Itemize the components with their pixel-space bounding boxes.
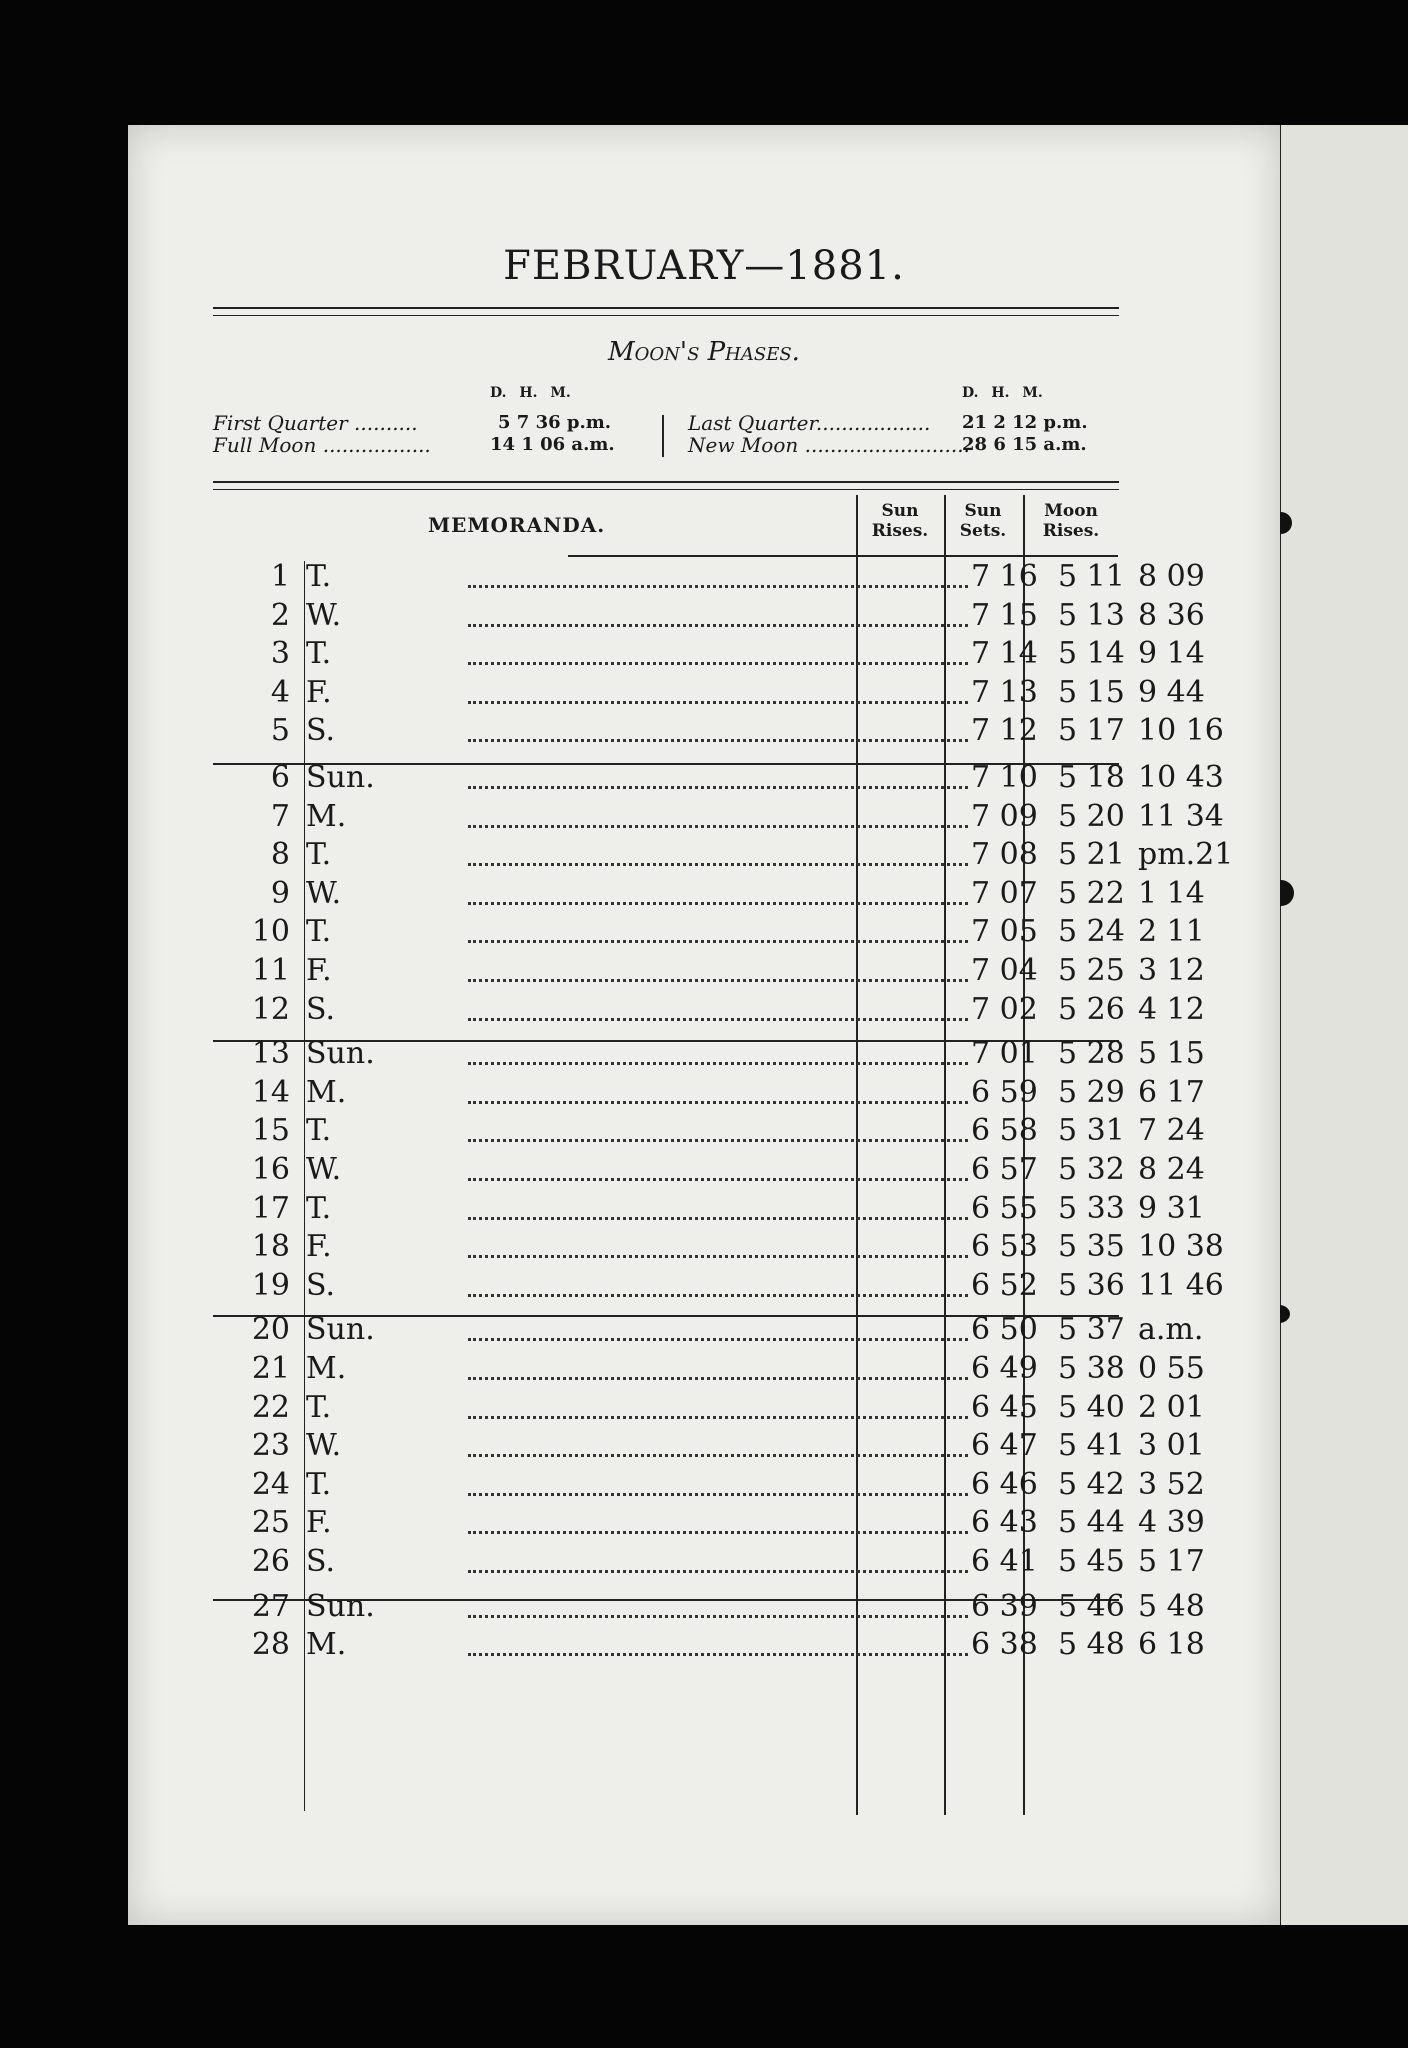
sun-sets-value: 5 33 — [1058, 1190, 1125, 1226]
header-line: Rises. — [1042, 521, 1100, 541]
sun-rises-value: 6 53 — [971, 1229, 1038, 1265]
divider — [213, 489, 1119, 490]
sun-sets-value: 5 37 — [1058, 1312, 1125, 1348]
moon-rises-value: 7 24 — [1138, 1113, 1205, 1149]
weekday: S. — [306, 991, 336, 1027]
sun-sets-header — [948, 501, 1018, 541]
day-row — [208, 1627, 1205, 1665]
sun-sets-value: 5 18 — [1058, 760, 1125, 795]
sun-sets-value: 5 46 — [1058, 1588, 1125, 1624]
weekday: Sun. — [306, 760, 375, 795]
sun-rises-value: 7 05 — [971, 914, 1038, 950]
day-number: 25 — [251, 1505, 290, 1541]
moon-rises-value: pm.21 — [1138, 837, 1234, 873]
sun-rises-value: 7 14 — [971, 636, 1038, 672]
weekday: M. — [306, 1351, 347, 1386]
weekday: T. — [306, 837, 332, 873]
day-row — [208, 1544, 1205, 1582]
memo-line[interactable] — [468, 624, 968, 627]
weekday: M. — [306, 798, 347, 834]
day-row — [208, 1267, 1224, 1306]
day-number: 11 — [251, 953, 290, 988]
dhm-label-right: D. H. M. — [962, 385, 1043, 401]
phase-label: Last Quarter.................. — [688, 411, 931, 435]
phase-value: 28 6 15 a.m. — [962, 434, 1087, 455]
sun-sets-value: 5 28 — [1058, 1036, 1125, 1072]
phase-label: New Moon .......................... — [688, 433, 970, 457]
sun-sets-value: 5 22 — [1058, 875, 1125, 911]
memo-line[interactable] — [468, 1615, 968, 1618]
day-number: 18 — [251, 1229, 290, 1265]
memo-line[interactable] — [468, 1493, 968, 1496]
moon-rises-value: 5 17 — [1138, 1544, 1205, 1579]
moon-rises-value: 1 14 — [1138, 875, 1205, 911]
sun-sets-value: 5 21 — [1058, 837, 1125, 873]
moon-rises-value: 5 48 — [1138, 1588, 1205, 1624]
day-number: 5 — [270, 713, 290, 749]
day-row — [208, 1428, 1205, 1466]
sun-sets-value: 5 31 — [1058, 1113, 1125, 1149]
day-number: 12 — [251, 991, 290, 1027]
day-row — [208, 1190, 1205, 1229]
moon-rises-value: 2 11 — [1138, 914, 1205, 950]
day-row — [208, 1588, 1205, 1627]
sun-rises-value: 7 08 — [971, 837, 1038, 873]
day-row — [208, 1466, 1205, 1505]
moon-rises-value: 4 39 — [1138, 1505, 1205, 1541]
page-title: FEBRUARY—1881. — [503, 243, 905, 289]
moon-rises-value: a.m. — [1138, 1312, 1204, 1348]
divider — [213, 307, 1119, 309]
memo-line[interactable] — [468, 1255, 968, 1258]
sun-rises-value: 7 02 — [971, 991, 1038, 1027]
sun-rises-value: 7 16 — [971, 559, 1038, 594]
sun-sets-value: 5 11 — [1058, 559, 1125, 594]
memo-line[interactable] — [468, 1217, 968, 1220]
sun-sets-value: 5 45 — [1058, 1544, 1125, 1579]
header-line: Rises. — [871, 521, 929, 541]
day-number: 4 — [270, 674, 290, 710]
day-row — [208, 1312, 1204, 1350]
memo-line[interactable] — [468, 863, 968, 866]
day-number: 8 — [270, 837, 290, 873]
moon-rises-value: 2 01 — [1138, 1389, 1205, 1425]
moon-phases-heading: Moon's Phases. — [608, 337, 800, 367]
memo-line[interactable] — [468, 1377, 968, 1380]
header-line: Sets. — [959, 521, 1007, 541]
header-line: Moon — [1044, 501, 1098, 521]
day-number: 3 — [270, 636, 290, 672]
moon-rises-value: 5 15 — [1138, 1036, 1205, 1072]
day-row — [208, 1113, 1205, 1151]
day-row — [208, 1229, 1224, 1267]
day-row — [208, 798, 1224, 837]
memo-line[interactable] — [468, 786, 968, 789]
weekday: S. — [306, 1544, 336, 1579]
day-row — [208, 991, 1205, 1030]
memo-line[interactable] — [468, 902, 968, 905]
adjacent-page — [1280, 125, 1408, 1925]
weekday: T. — [306, 559, 332, 594]
day-number: 20 — [251, 1312, 290, 1348]
weekday: F. — [306, 953, 332, 988]
sun-sets-value: 5 44 — [1058, 1505, 1125, 1541]
day-number: 14 — [251, 1074, 290, 1110]
sun-sets-value: 5 36 — [1058, 1267, 1125, 1303]
sun-sets-value: 5 42 — [1058, 1466, 1125, 1502]
moon-rises-value: 11 46 — [1138, 1267, 1224, 1303]
moon-rises-value: 9 44 — [1138, 674, 1205, 710]
memo-line[interactable] — [468, 1570, 968, 1573]
sun-sets-value: 5 17 — [1058, 713, 1125, 749]
memo-line[interactable] — [468, 1062, 968, 1065]
day-number: 1 — [270, 559, 290, 594]
sun-rises-value: 6 50 — [971, 1312, 1038, 1348]
day-number: 22 — [251, 1389, 290, 1425]
moon-rises-value: 0 55 — [1138, 1351, 1205, 1386]
memo-line[interactable] — [468, 979, 968, 982]
day-row — [208, 837, 1234, 875]
memo-line[interactable] — [468, 1294, 968, 1297]
phase-value: 21 2 12 p.m. — [962, 412, 1088, 433]
day-number: 2 — [270, 597, 290, 633]
moon-rises-header — [1026, 501, 1116, 541]
memo-line[interactable] — [468, 1178, 968, 1181]
sun-rises-value: 7 13 — [971, 674, 1038, 710]
sun-sets-value: 5 40 — [1058, 1389, 1125, 1425]
day-row — [208, 1074, 1205, 1113]
day-row — [208, 636, 1205, 674]
sun-rises-value: 6 59 — [971, 1074, 1038, 1110]
moon-rises-value: 10 16 — [1138, 713, 1224, 749]
day-row — [208, 1505, 1205, 1543]
weekday: Sun. — [306, 1312, 375, 1348]
sun-sets-value: 5 32 — [1058, 1152, 1125, 1187]
day-number: 7 — [270, 798, 290, 834]
sun-rises-value: 6 39 — [971, 1588, 1038, 1624]
sun-rises-value: 7 01 — [971, 1036, 1038, 1072]
sun-sets-value: 5 14 — [1058, 636, 1125, 672]
moon-rises-value: 9 31 — [1138, 1190, 1205, 1226]
sun-rises-value: 7 10 — [971, 760, 1038, 795]
moon-rises-value: 6 18 — [1138, 1627, 1205, 1663]
memo-line[interactable] — [468, 1338, 968, 1341]
sun-sets-value: 5 41 — [1058, 1428, 1125, 1464]
day-row — [208, 713, 1224, 751]
memo-line[interactable] — [468, 662, 968, 665]
day-number: 23 — [251, 1428, 290, 1464]
sun-sets-value: 5 38 — [1058, 1351, 1125, 1386]
weekday: Sun. — [306, 1036, 375, 1072]
day-row — [208, 914, 1205, 952]
almanac-page — [128, 125, 1280, 1925]
day-row — [208, 597, 1205, 636]
day-row — [208, 1389, 1205, 1428]
header-divider — [568, 555, 1118, 557]
day-row — [208, 760, 1224, 798]
weekday: W. — [306, 597, 342, 633]
memo-line[interactable] — [468, 701, 968, 704]
moon-rises-value: 8 09 — [1138, 559, 1205, 594]
memo-line[interactable] — [468, 1139, 968, 1142]
weekday: W. — [306, 1428, 342, 1464]
moon-rises-value: 6 17 — [1138, 1074, 1205, 1110]
sun-rises-value: 7 15 — [971, 597, 1038, 633]
day-number: 24 — [251, 1466, 290, 1502]
day-number: 10 — [251, 914, 290, 950]
sun-rises-value: 6 52 — [971, 1267, 1038, 1303]
moon-rises-value: 3 12 — [1138, 953, 1205, 988]
phase-separator — [662, 415, 664, 457]
sun-sets-value: 5 13 — [1058, 597, 1125, 633]
weekday: Sun. — [306, 1588, 375, 1624]
day-number: 19 — [251, 1267, 290, 1303]
weekday: S. — [306, 713, 336, 749]
phase-value: 5 7 36 p.m. — [498, 412, 612, 433]
day-row — [208, 1351, 1205, 1389]
day-number: 28 — [251, 1627, 290, 1663]
divider — [213, 481, 1119, 483]
weekday: F. — [306, 674, 332, 710]
memo-line[interactable] — [468, 940, 968, 943]
weekday: W. — [306, 1152, 342, 1187]
moon-rises-value: 3 52 — [1138, 1466, 1205, 1502]
sun-rises-value: 7 09 — [971, 798, 1038, 834]
dhm-label-left: D. H. M. — [490, 385, 571, 401]
weekday: F. — [306, 1505, 332, 1541]
sun-rises-header — [860, 501, 940, 541]
sun-rises-value: 6 58 — [971, 1113, 1038, 1149]
phase-label: Full Moon ................. — [213, 433, 431, 457]
phase-label: First Quarter .......... — [213, 411, 418, 435]
day-number: 17 — [251, 1190, 290, 1226]
weekday: S. — [306, 1267, 336, 1303]
sun-rises-value: 7 07 — [971, 875, 1038, 911]
day-row — [208, 1152, 1205, 1190]
moon-rises-value: 4 12 — [1138, 991, 1205, 1027]
sun-sets-value: 5 26 — [1058, 991, 1125, 1027]
day-number: 6 — [270, 760, 290, 795]
day-number: 27 — [251, 1588, 290, 1624]
sun-sets-value: 5 25 — [1058, 953, 1125, 988]
day-row — [208, 953, 1205, 991]
day-row — [208, 674, 1205, 713]
sun-sets-value: 5 15 — [1058, 674, 1125, 710]
sun-rises-value: 6 49 — [971, 1351, 1038, 1386]
sun-sets-value: 5 35 — [1058, 1229, 1125, 1265]
weekday: T. — [306, 636, 332, 672]
day-number: 13 — [251, 1036, 290, 1072]
divider — [213, 315, 1119, 316]
memo-line[interactable] — [468, 1653, 968, 1656]
header-line: Sun — [964, 501, 1002, 521]
memo-line[interactable] — [468, 825, 968, 828]
weekday: W. — [306, 875, 342, 911]
memoranda-header: MEMORANDA. — [428, 513, 606, 537]
weekday: T. — [306, 1190, 332, 1226]
sun-rises-value: 6 38 — [971, 1627, 1038, 1663]
memo-line[interactable] — [468, 1101, 968, 1104]
weekday: M. — [306, 1627, 347, 1663]
moon-rises-value: 8 24 — [1138, 1152, 1205, 1187]
sun-sets-value: 5 24 — [1058, 914, 1125, 950]
day-number: 21 — [251, 1351, 290, 1386]
weekday: T. — [306, 1466, 332, 1502]
sun-sets-value: 5 48 — [1058, 1627, 1125, 1663]
day-row — [208, 1036, 1205, 1074]
memo-line[interactable] — [468, 1018, 968, 1021]
moon-rises-value: 9 14 — [1138, 636, 1205, 672]
moon-rises-value: 3 01 — [1138, 1428, 1205, 1464]
sun-rises-value: 6 55 — [971, 1190, 1038, 1226]
sun-rises-value: 7 12 — [971, 713, 1038, 749]
weekday: M. — [306, 1074, 347, 1110]
day-number: 15 — [251, 1113, 290, 1149]
sun-rises-value: 6 45 — [971, 1389, 1038, 1425]
sun-sets-value: 5 20 — [1058, 798, 1125, 834]
memo-line[interactable] — [468, 585, 968, 588]
sun-rises-value: 6 57 — [971, 1152, 1038, 1187]
phase-value: 14 1 06 a.m. — [490, 434, 615, 455]
day-number: 16 — [251, 1152, 290, 1187]
sun-rises-value: 7 04 — [971, 953, 1038, 988]
sun-rises-value: 6 41 — [971, 1544, 1038, 1579]
day-number: 9 — [270, 875, 290, 911]
moon-rises-value: 11 34 — [1138, 798, 1224, 834]
day-row — [208, 559, 1205, 597]
header-line: Sun — [881, 501, 919, 521]
memo-line[interactable] — [468, 739, 968, 742]
memo-line[interactable] — [468, 1454, 968, 1457]
sun-rises-value: 6 46 — [971, 1466, 1038, 1502]
memo-line[interactable] — [468, 1531, 968, 1534]
moon-rises-value: 10 38 — [1138, 1229, 1224, 1265]
day-number: 26 — [251, 1544, 290, 1579]
sun-rises-value: 6 47 — [971, 1428, 1038, 1464]
memo-line[interactable] — [468, 1416, 968, 1419]
sun-rises-value: 6 43 — [971, 1505, 1038, 1541]
weekday: T. — [306, 914, 332, 950]
weekday: T. — [306, 1389, 332, 1425]
weekday: T. — [306, 1113, 332, 1149]
day-row — [208, 875, 1205, 914]
moon-rises-value: 8 36 — [1138, 597, 1205, 633]
sun-sets-value: 5 29 — [1058, 1074, 1125, 1110]
moon-rises-value: 10 43 — [1138, 760, 1224, 795]
weekday: F. — [306, 1229, 332, 1265]
